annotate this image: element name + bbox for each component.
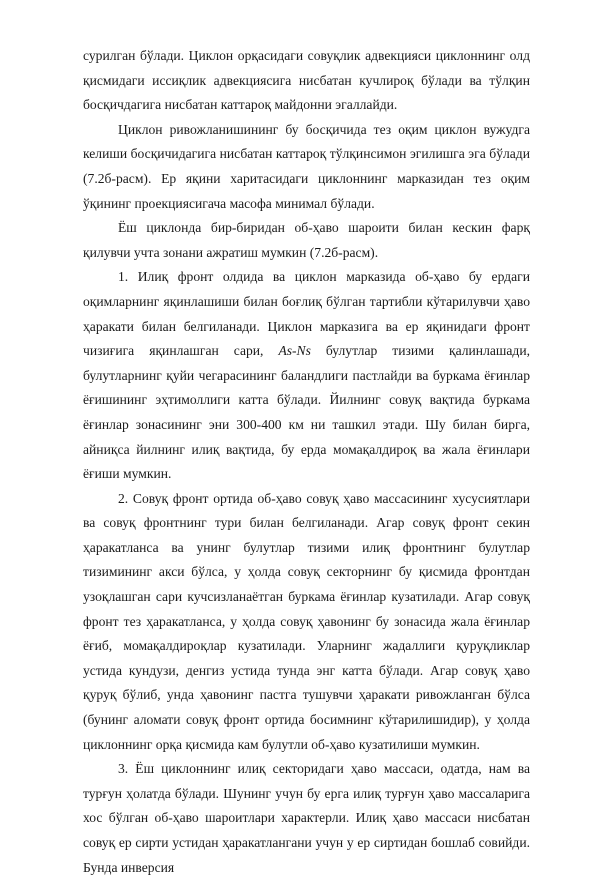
paragraph-3: [83, 216, 530, 265]
paragraph-4-text-b: булутлар тизими қалинлашади, булутларнинг қуйи чегарасининг баландлиги пастлайди ва буркама ёғинлар ёғишининг эҳтимоллиги катта бўлади. Йилнинг совуқ вақтида буркама ёғинлар зонасининг эни 300-400 км ни ташкил этади. Шу билан бирга, айниқса йилнинг илиқ вақтида, бу ерда момақалдироқ ва жала ёғинлари ёғиши мумкин.: [83, 343, 530, 482]
paragraph-4-text-a: 1. Илиқ фронт олдида ва циклон марказида об-ҳаво бу ердаги оқимларнинг яқинлашиши билан боғлиқ бўлган тартибли кўтарилувчи ҳаво ҳаракати билан белгиланади. Циклон марказига ва ер яқинидаги фронт чизиғига яқинлашган сари,: [83, 269, 530, 359]
paragraph-1-text: сурилган бўлади. Циклон орқасидаги совуқлик адвекцияси циклоннинг олд қисмидаги иссиқлик адвекциясига нисбатан кучлироқ бўлади ва тўлқин босқичдагига нисбатан каттароқ майдонни эгаллайди.: [83, 48, 530, 113]
paragraph-5-text: 2. Совуқ фронт ортида об-ҳаво совуқ ҳаво массасининг хусусиятлари ва совуқ фронтнинг тури билан белгиланади. Агар совуқ фронт секин ҳаракатланса ва унинг булутлар тизими илиқ фронтнинг булутлар тизимининг акси бўлса, у ҳолда совуқ секторнинг бу қисмида фронтдан узоқлашган сари кучсизланаётган буркама ёғинлар кузатилади. Агар совуқ фронт тез ҳаракатланса, у ҳолда совуқ ҳавонинг бу зонасида жала ёғинлар ёғиб, момақалдироқлар кузатилади. Уларнинг жадаллиги қуруқликлар устида кундузи, денгиз устида тунда энг катта бўлади. Агар совуқ ҳаво қуруқ бўлиб, унда ҳавонинг пастга тушувчи ҳаракати ривожланган бўлса (бунинг аломати совуқ фронт ортида босимнинг кўтарилишидир), у ҳолда циклоннинг орқа қисмида кам булутли об-ҳаво кузатилиши мумкин.: [83, 490, 530, 752]
paragraph-2: [83, 118, 530, 216]
paragraph-1: [83, 44, 530, 118]
paragraph-6: [83, 757, 530, 880]
cloud-type-label: As-Ns: [278, 343, 311, 359]
paragraph-3-text: Ёш циклонда бир-биридан об-ҳаво шароити билан кескин фарқ қилувчи учта зонани ажратиш мумкин (7.2б-расм).: [83, 220, 530, 260]
paragraph-6-text: 3. Ёш циклоннинг илиқ секторидаги ҳаво массаси, одатда, нам ва турғун ҳолатда бўлади. Шунинг учун бу ерга илиқ турғун ҳаво массаларига хос бўлган об-ҳаво шароитлари характерли. Илиқ ҳаво массаси нисбатан совуқ ер сирти устидан ҳаракатлангани учун у ер сиртидан бошлаб совийди. Бунда инверсия: [83, 761, 530, 875]
paragraph-4: [83, 265, 530, 486]
document-page: [83, 44, 530, 880]
paragraph-5: [83, 487, 530, 758]
paragraph-2-text: Циклон ривожланишининг бу босқичида тез оқим циклон вужудга келиши босқичидагига нисбатан каттароқ тўлқинсимон эгилишга эга бўлади (7.2б-расм). Ер яқини харитасидаги циклоннинг марказидан тез оқим ўқининг проекциясигача масофа минимал бўлади.: [83, 121, 530, 211]
